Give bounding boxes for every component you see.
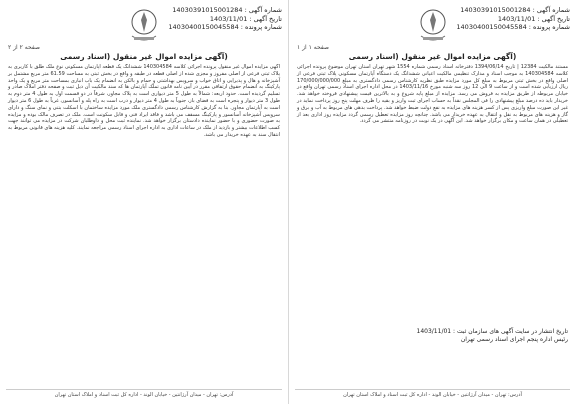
page-number: صفحه ۲ از ۲ (8, 44, 40, 51)
announcement-page-1 (288, 0, 576, 404)
page-footer: آدرس: تهران - میدان آرژانتین - خیابان الوند - اداره کل ثبت اسناد و املاک استان تهران (6, 389, 282, 398)
notice-meta (456, 6, 570, 32)
notice-date: تاریخ آگهی : 1403/11/01 (209, 14, 282, 23)
registry-emblem-icon (114, 4, 174, 46)
publish-date-line: تاریخ انتشار در سایت آگهی های سازمان ثبت : 1403/11/01 (416, 328, 568, 335)
signatory-line: رئیس اداره پنجم اجرای اسناد رسمی تهران (460, 336, 568, 343)
notice-title: (آگهی مزایده اموال غیر منقول (اسناد رسمی (60, 52, 228, 61)
notice-number: شماره آگهی : 14030391015001284 (172, 6, 282, 14)
page-footer: آدرس: تهران - میدان آرژانتین - خیابان الوند - اداره کل ثبت اسناد و املاک استان تهران (295, 389, 570, 398)
notice-number: شماره آگهی : 14030391015001284 (460, 6, 570, 14)
notice-title: (آگهی مزایده اموال غیر منقول (اسناد رسمی (348, 52, 517, 61)
page-header (289, 0, 576, 52)
file-number: شماره پرونده : 14030400150045584 (168, 23, 282, 31)
page-header (0, 0, 288, 52)
notice-date: تاریخ آگهی : 1403/11/01 (497, 14, 570, 23)
notice-body: آگهی مزایده اموال غیر منقول پرونده اجرائی کلاسه 140304584 ششدانگ یک قطعه آپارتمان مسکونی نوع ملک طلق با کاربری به پلاک ثبتی فرعی از اصلی مفروز و مجزی شده از اصلی قطعه در طبقه و واقع در بخش ثبتی به مساحت 61.59 متر مربع مشتمل بر آشپزخانه و هال و پذیرایی و اتاق خواب و سرویس بهداشتی و حمام و بالکن به انضمام یک باب انباری بمساحت متر مربع و یک واحد پارکینگ به انضمام حقوق ارتفاقی مقرر در آیین نامه قانون تملک آپارتمان ها که سند مالکیت آن ذیل ثبت و صفحه دفتر املاک صادر و تسلیم گردیده است. حدود اربعه: شمالاً به طول 5 متر دیواری است به پلاک مجاور، شرقاً در دو قسمت اول به طول 4 متر دوم به طول 3 متر دیوار و پنجره است به فضای باز، جنوباً به طول 4 متر دیوار و درب است به راه پله و آسانسور، غرباً به طول 6 متر دیوار است به آپارتمان مجاور. بنا به گزارش کارشناس رسمی دادگستری ملک مورد مزایده ساختمان با اسکلت بتنی و نمای سنگ و دارای سرویس آشپزخانه آسانسور و پارکینگ مسقف می باشد و فاقد ایراد فنی و قابل سکونت است. ملک در تصرف مالک بوده و مزایده به صورت حضوری و با حضور نماینده دادستان برگزار خواهد شد. نماینده ثبت محل و داوطلبان شرکت در مزایده می توانند جهت کسب اطلاعات بیشتر و بازدید از ملک در ساعات اداری به اداره اجرای اسناد رسمی مراجعه نمایند. کلیه هزینه های قانونی مربوط به انتقال سند به عهده خریدار می باشد. (8, 64, 280, 138)
notice-meta (168, 6, 282, 32)
page-number: صفحه ۱ از ۱ (297, 44, 329, 51)
file-number: شماره پرونده : 14030400150045584 (456, 23, 570, 31)
registry-emblem-icon (403, 4, 463, 46)
notice-body: مستند مالکیت 12384 | تاریخ 1394/06/14 دفترخانه اسناد رسمی شماره 1554 شهر تهران استان تهران موضوع پرونده اجرائی کلاسه 140304584 به موجب اسناد و مدارک تنظیمی مالکیت اعیانی ششدانگ یک دستگاه آپارتمان مسکونی پلاک ثبتی فرعی از اصلی واقع در بخش ثبتی مربوط به مبلغ کل مورد مزایده طبق نظریه کارشناس رسمی دادگستری به مبلغ 170/000/000/000 ریال ارزیابی شده است و از ساعت 9 الی 12 روز سه شنبه مورخ 1403/11/16 در محل اداره اجرای اسناد رسمی تهران واقع در خیابان مربوطه از طریق مزایده به فروش می رسد. مزایده از مبلغ پایه شروع و به بالاترین قیمت پیشنهادی فروخته خواهد شد. خریدار باید ده درصد مبلغ پیشنهادی را فی المجلس نقداً به حساب اجرای ثبت واریز و بقیه را ظرف مهلت پنج روز پرداخت نماید در غیر این صورت مبلغ واریزی پس از کسر هزینه های مزایده به نفع دولت ضبط خواهد شد. پرداخت بدهی های مربوط به آب و برق و گاز و هزینه های مربوط به نقل و انتقال به عهده خریدار می باشد. چنانچه روز مزایده تعطیل رسمی گردد مزایده روز اداری بعد از تعطیلی در همان ساعت و مکان برگزار خواهد شد. این آگهی در یک نوبت در روزنامه منتشر می گردد. (297, 64, 569, 125)
signature-block (289, 328, 576, 344)
